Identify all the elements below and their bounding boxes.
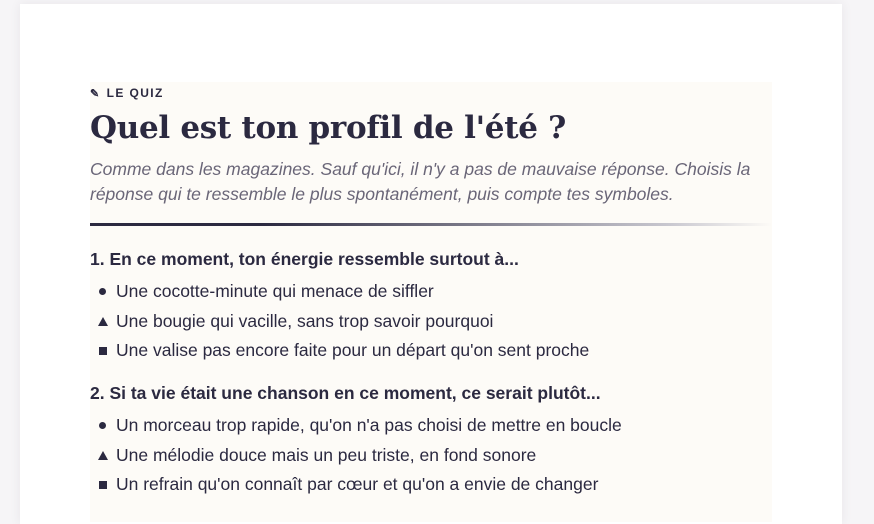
quiz-section <box>90 82 772 522</box>
answer-text: Un morceau trop rapide, qu'on n'a pas choisi de mettre en boucle <box>116 415 622 436</box>
title-divider <box>90 223 772 226</box>
circle-icon <box>89 288 116 295</box>
answer-text: Une bougie qui vacille, sans trop savoir pourquoi <box>116 310 494 331</box>
answer-option[interactable] <box>90 277 772 307</box>
square-icon <box>89 347 116 355</box>
quiz-title: Quel est ton profil de l'été ? <box>90 110 566 146</box>
circle-icon <box>89 422 116 429</box>
question-text: 2. Si ta vie était une chanson en ce moment, ce serait plutôt... <box>90 383 601 403</box>
question-1 <box>90 249 772 366</box>
answer-text: Une valise pas encore faite pour un départ qu'on sent proche <box>116 340 590 361</box>
answer-option[interactable] <box>90 307 772 337</box>
question-text: 1. En ce moment, ton énergie ressemble surtout à... <box>90 249 519 269</box>
answer-option[interactable] <box>90 470 772 500</box>
answer-list <box>90 411 772 500</box>
page-sheet <box>20 4 842 524</box>
question-2 <box>90 383 772 500</box>
answer-option[interactable] <box>90 336 772 366</box>
answer-list <box>90 277 772 366</box>
quiz-kicker <box>90 86 164 100</box>
triangle-icon <box>89 317 116 326</box>
triangle-icon <box>89 451 116 460</box>
answer-option[interactable] <box>90 441 772 471</box>
pencil-icon: ✎ <box>90 87 101 100</box>
answer-text: Un refrain qu'on connaît par cœur et qu'on a envie de changer <box>116 474 599 495</box>
quiz-subtitle: Comme dans les magazines. Sauf qu'ici, il n'y a pas de mauvaise réponse. Choisis la réponse qui te ressemble le plus spontanément, puis compte tes symboles. <box>90 159 751 204</box>
answer-option[interactable] <box>90 411 772 441</box>
answer-text: Une mélodie douce mais un peu triste, en fond sonore <box>116 444 537 465</box>
kicker-label: LE QUIZ <box>106 86 164 100</box>
answer-text: Une cocotte-minute qui menace de siffler <box>116 281 434 302</box>
square-icon <box>89 481 116 489</box>
